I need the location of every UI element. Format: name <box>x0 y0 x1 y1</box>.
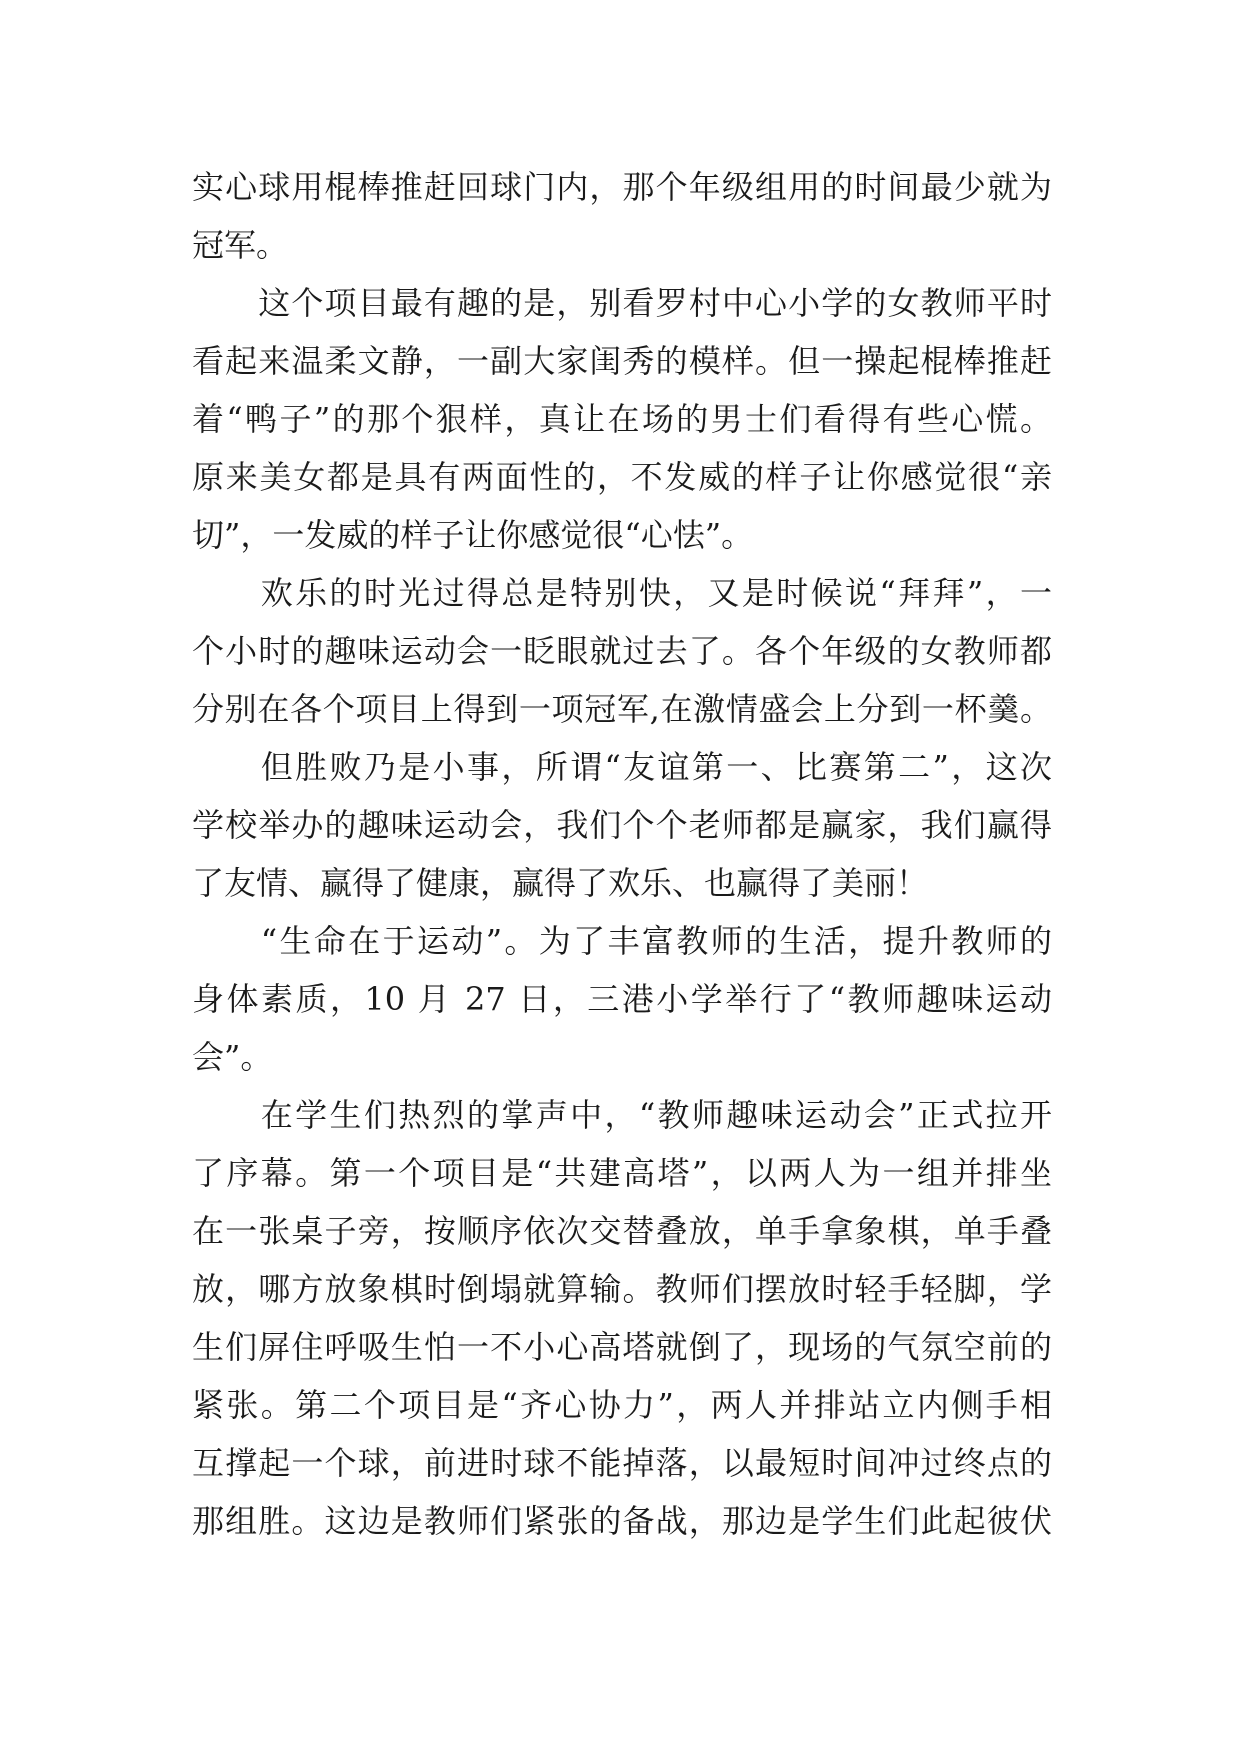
text-line: 欢乐的时光过得总是特别快，又是时候说“拜拜”，一 <box>192 574 1052 612</box>
text-line: 看起来温柔文静，一副大家闺秀的模样。但一操起棍棒推赶 <box>192 342 1052 380</box>
text-line: 这个项目最有趣的是，别看罗村中心小学的女教师平时 <box>192 284 1052 322</box>
text-line: 了序幕。第一个项目是“共建高塔”，以两人为一组并排坐 <box>192 1154 1052 1192</box>
text-line: 着“鸭子”的那个狠样，真让在场的男士们看得有些心慌。 <box>192 400 1052 438</box>
text-line: 紧张。第二个项目是“齐心协力”，两人并排站立内侧手相 <box>192 1386 1052 1424</box>
text-line: 在一张桌子旁，按顺序依次交替叠放，单手拿象棋，单手叠 <box>192 1212 1052 1250</box>
text-line: 分别在各个项目上得到一项冠军,在激情盛会上分到一杯羹。 <box>192 690 1052 728</box>
text-line: 原来美女都是具有两面性的，不发威的样子让你感觉很“亲 <box>192 458 1052 496</box>
body-text <box>192 158 1052 1550</box>
text-line: 切”，一发威的样子让你感觉很“心怯”。 <box>192 516 754 554</box>
text-line: 会”。 <box>192 1038 273 1076</box>
text-line: 那组胜。这边是教师们紧张的备战，那边是学生们此起彼伏 <box>192 1502 1052 1540</box>
text-line: 学校举办的趣味运动会，我们个个老师都是赢家，我们赢得 <box>192 806 1052 844</box>
text-line: 放，哪方放象棋时倒塌就算输。教师们摆放时轻手轻脚，学 <box>192 1270 1052 1308</box>
text-line: 在学生们热烈的掌声中，“教师趣味运动会”正式拉开 <box>192 1096 1052 1134</box>
text-line: 实心球用棍棒推赶回球门内，那个年级组用的时间最少就为 <box>192 168 1052 206</box>
text-line: 个小时的趣味运动会一眨眼就过去了。各个年级的女教师都 <box>192 632 1052 670</box>
text-line: 互撑起一个球，前进时球不能掉落，以最短时间冲过终点的 <box>192 1444 1052 1482</box>
text-line: 了友情、赢得了健康，赢得了欢乐、也赢得了美丽！ <box>192 864 929 902</box>
text-line: 但胜败乃是小事，所谓“友谊第一、比赛第二”，这次 <box>192 748 1052 786</box>
text-line: 身体素质，10 月 27 日，三港小学举行了“教师趣味运动 <box>192 980 1052 1018</box>
text-line: “生命在于运动”。为了丰富教师的生活，提升教师的 <box>192 922 1052 960</box>
text-line: 冠军。 <box>192 226 289 264</box>
text-line: 生们屏住呼吸生怕一不小心高塔就倒了，现场的气氛空前的 <box>192 1328 1052 1366</box>
